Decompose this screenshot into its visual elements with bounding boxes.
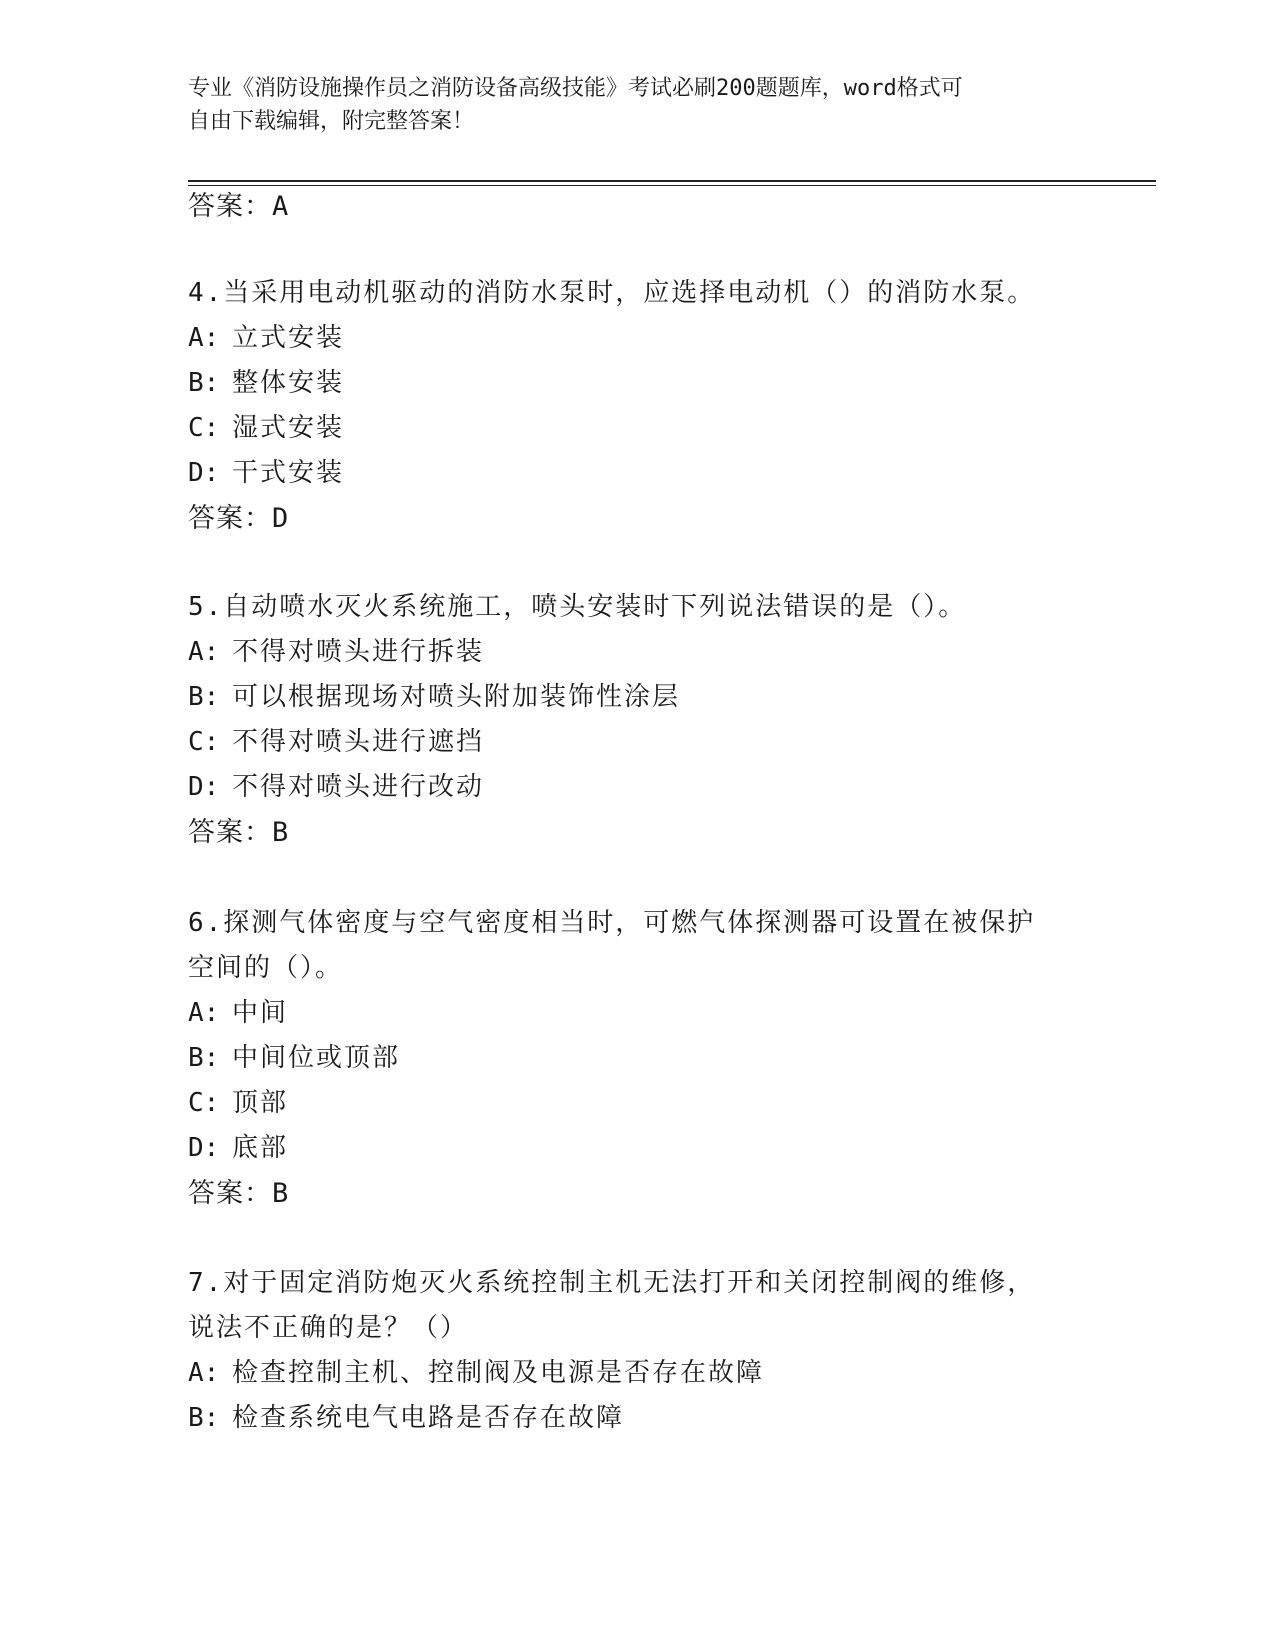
option-text: 不得对喷头进行改动 bbox=[232, 772, 485, 802]
question-7 bbox=[188, 1261, 1088, 1441]
previous-answer-block bbox=[188, 184, 1088, 229]
question-text-line-1: 7.对于固定消防炮灭火系统控制主机无法打开和关闭控制阀的维修， bbox=[188, 1268, 1036, 1298]
question-5 bbox=[188, 585, 1088, 855]
option-key: A: bbox=[188, 637, 220, 667]
option-key: C: bbox=[188, 1088, 220, 1118]
option-text: 检查系统电气电路是否存在故障 bbox=[232, 1403, 625, 1433]
option-d bbox=[188, 451, 1088, 496]
option-key: C: bbox=[188, 413, 220, 443]
option-c bbox=[188, 406, 1088, 451]
option-text: 湿式安装 bbox=[232, 413, 345, 443]
option-d bbox=[188, 1126, 1088, 1171]
question-text: 5.自动喷水灭火系统施工，喷头安装时下列说法错误的是（）。 bbox=[188, 592, 967, 622]
option-key: A: bbox=[188, 323, 220, 353]
answer-label: 答案：D bbox=[188, 503, 290, 534]
option-key: B: bbox=[188, 368, 220, 398]
option-a bbox=[188, 991, 1088, 1036]
option-text: 不得对喷头进行遮挡 bbox=[232, 727, 485, 757]
answer-label: 答案：B bbox=[188, 1178, 290, 1209]
option-text: 底部 bbox=[232, 1133, 289, 1163]
option-key: D: bbox=[188, 1133, 220, 1163]
option-text: 中间 bbox=[232, 998, 289, 1028]
document-header bbox=[188, 72, 1068, 138]
option-b bbox=[188, 1036, 1088, 1081]
option-key: D: bbox=[188, 458, 220, 488]
option-key: B: bbox=[188, 1043, 220, 1073]
option-text: 顶部 bbox=[232, 1088, 289, 1118]
option-text: 可以根据现场对喷头附加装饰性涂层 bbox=[232, 682, 681, 712]
option-b bbox=[188, 361, 1088, 406]
question-text: 4.当采用电动机驱动的消防水泵时，应选择电动机（）的消防水泵。 bbox=[188, 278, 1036, 308]
option-d bbox=[188, 765, 1088, 810]
answer-label: 答案：A bbox=[188, 191, 290, 222]
option-c bbox=[188, 1081, 1088, 1126]
option-a bbox=[188, 1351, 1088, 1396]
header-line-2: 自由下载编辑，附完整答案！ bbox=[188, 109, 475, 134]
option-key: B: bbox=[188, 682, 220, 712]
option-key: B: bbox=[188, 1403, 220, 1433]
option-text: 中间位或顶部 bbox=[232, 1043, 401, 1073]
option-key: A: bbox=[188, 998, 220, 1028]
option-a bbox=[188, 316, 1088, 361]
option-c bbox=[188, 720, 1088, 765]
question-6 bbox=[188, 901, 1088, 1216]
option-key: D: bbox=[188, 772, 220, 802]
option-text: 不得对喷头进行拆装 bbox=[232, 637, 485, 667]
option-b bbox=[188, 675, 1088, 720]
answer-label: 答案：B bbox=[188, 817, 290, 848]
question-text-line-2: 空间的（）。 bbox=[188, 953, 344, 983]
option-a bbox=[188, 630, 1088, 675]
question-4 bbox=[188, 271, 1088, 541]
option-text: 检查控制主机、控制阀及电源是否存在故障 bbox=[232, 1358, 765, 1388]
header-line-1: 专业《消防设施操作员之消防设备高级技能》考试必刷200题题库，word格式可 bbox=[188, 76, 963, 101]
question-text-line-2: 说法不正确的是？（） bbox=[188, 1313, 469, 1343]
option-key: C: bbox=[188, 727, 220, 757]
option-text: 立式安装 bbox=[232, 323, 345, 353]
option-text: 干式安装 bbox=[232, 458, 345, 488]
question-text-line-1: 6.探测气体密度与空气密度相当时，可燃气体探测器可设置在被保护 bbox=[188, 908, 1036, 938]
header-divider-thick bbox=[188, 180, 1156, 182]
option-text: 整体安装 bbox=[232, 368, 345, 398]
option-b bbox=[188, 1396, 1088, 1441]
option-key: A: bbox=[188, 1358, 220, 1388]
